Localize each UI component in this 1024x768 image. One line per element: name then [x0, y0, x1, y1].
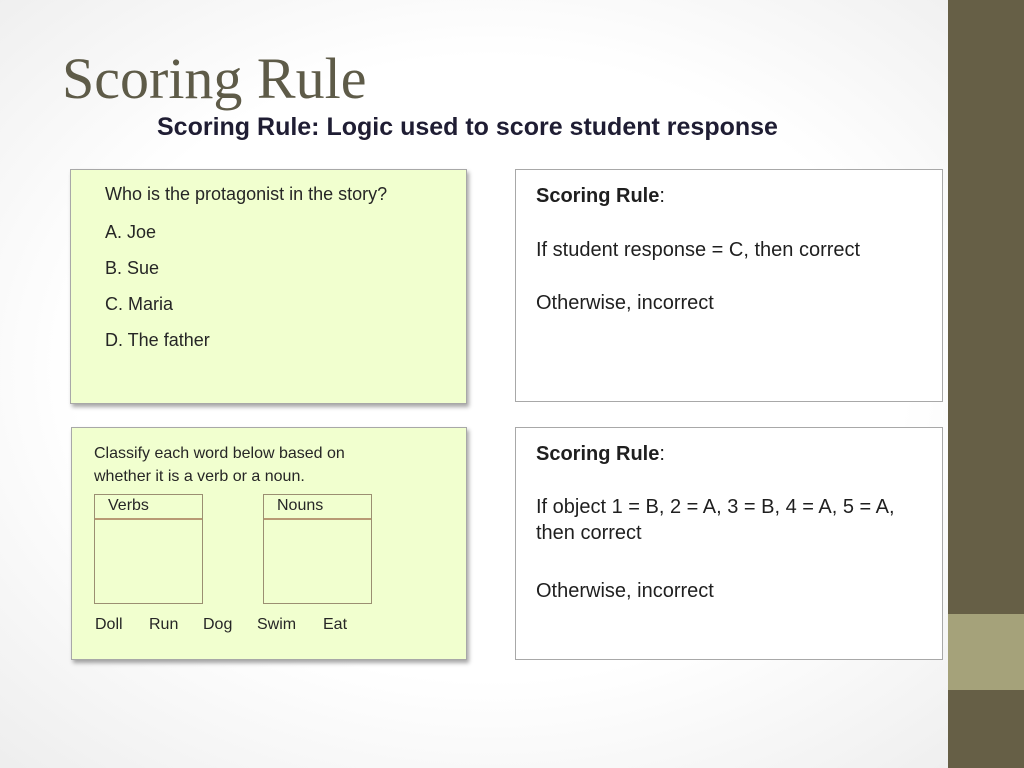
scoring-rule-box-2: [515, 427, 943, 660]
multiple-choice-item: [70, 169, 467, 404]
verbs-header: Verbs: [108, 497, 149, 514]
scoring-rule-otherwise: Otherwise, incorrect: [536, 580, 714, 602]
classification-item: [71, 427, 467, 660]
word-dog[interactable]: Dog: [203, 616, 233, 633]
nouns-drop-zone[interactable]: [263, 494, 372, 604]
scoring-rule-label-text: Scoring Rule: [536, 185, 660, 207]
answer-option-c[interactable]: C. Maria: [105, 294, 174, 314]
sidebar-accent-block: [948, 614, 1024, 690]
scoring-rule-box-1: [515, 169, 943, 402]
verbs-drop-zone[interactable]: [94, 494, 203, 604]
scoring-rule-label: [536, 183, 665, 209]
nouns-header: Nouns: [277, 497, 324, 514]
answer-option-d[interactable]: D. The father: [105, 330, 210, 350]
classification-instruction: Classify each word below based on whether it is a verb or a noun.: [94, 445, 345, 486]
scoring-rule-condition: If student response = C, then correct: [536, 239, 861, 261]
scoring-rule-otherwise: Otherwise, incorrect: [536, 292, 714, 314]
word-run[interactable]: Run: [149, 616, 179, 633]
scoring-rule-condition: If object 1 = B, 2 = A, 3 = B, 4 = A, 5 = A, then correct: [536, 496, 895, 544]
word-doll[interactable]: Doll: [95, 616, 123, 633]
word-swim[interactable]: Swim: [257, 616, 297, 633]
nouns-header-divider: [264, 518, 371, 520]
answer-option-a[interactable]: A. Joe: [105, 222, 157, 242]
scoring-rule-colon: :: [659, 185, 665, 207]
answer-options-list: [105, 222, 210, 366]
scoring-rule-label-text: Scoring Rule: [536, 443, 660, 465]
verbs-header-divider: [95, 518, 202, 520]
page-subtitle: Scoring Rule: Logic used to score student response: [157, 113, 778, 141]
scoring-rule-label: [536, 441, 665, 467]
question-text: Who is the protagonist in the story?: [105, 184, 388, 204]
scoring-rule-colon: :: [659, 443, 665, 465]
page-title: Scoring Rule: [62, 46, 367, 111]
word-eat[interactable]: Eat: [323, 616, 348, 633]
answer-option-b[interactable]: B. Sue: [105, 258, 160, 278]
